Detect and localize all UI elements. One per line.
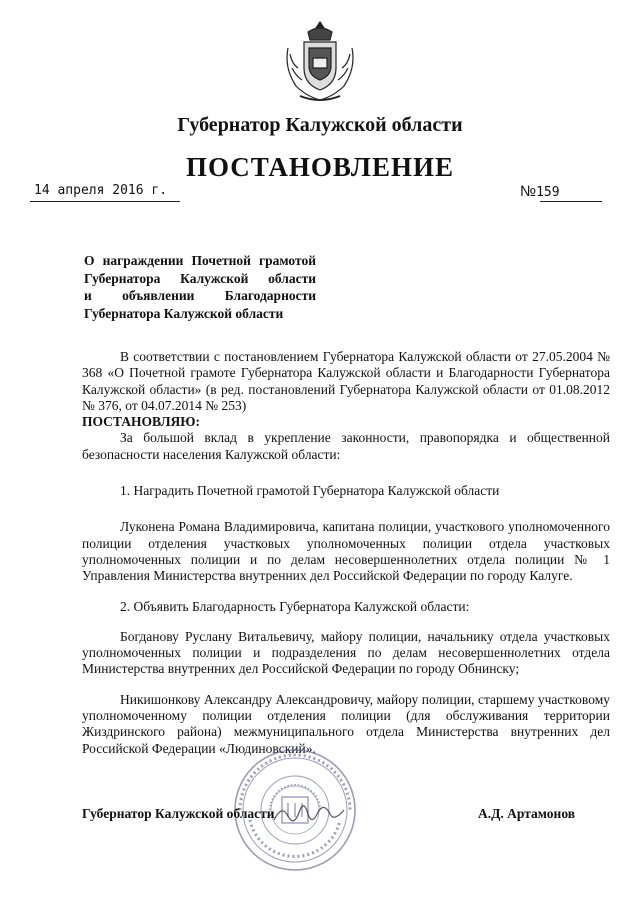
document-body [82, 349, 610, 757]
document-subject [84, 252, 316, 322]
number-prefix: № [520, 183, 537, 200]
number-value: 159 [536, 185, 560, 200]
subject-line: Губернатора Калужской области [84, 305, 284, 321]
preamble-paragraph: В соответствии с постановлением Губернатора Калужской области от 27.05.2004 № 368 «О Почетной грамоте Губернатора Калужской области и Благодарности Губернатора Калужской области» (в ред. постановлений Губернатора Калужской области от 01.08.2012 № 376, от 04.07.2014 № 253) [82, 349, 610, 413]
item2-person1-paragraph: Богданову Руслану Витальевичу, майору полиции, начальнику отдела участковых уполномоченных полиции и подразделения по делам несовершеннолетних отдела Министерства внутренних дел Российской Федерации по городу Обнинску; [82, 628, 610, 677]
governor-title: Губернатор Калужской области [177, 114, 463, 136]
item2-person2-paragraph: Никишонкову Александру Александровичу, майору полиции, старшему участковому уполномоченному полиции отделения полиции (для обслуживания территории Жиздринского района) межмуниципального отдела Министерства внутренних дел Российской Федерации «Людиновский». [82, 691, 610, 756]
item2-heading: 2. Объявить Благодарность Губернатора Калужской области: [120, 598, 470, 614]
document-date: 14 апреля 2016 г. [34, 183, 168, 198]
kaluga-coat-of-arms-icon [282, 18, 358, 104]
resolve-heading: ПОСТАНОВЛЯЮ: [82, 414, 200, 430]
signatory-position: Губернатор Калужской области [82, 806, 275, 821]
signatory-name: А.Д. Артамонов [478, 806, 576, 821]
number-underline [540, 201, 602, 202]
handwritten-signature-icon [270, 800, 350, 830]
document-number [520, 183, 560, 200]
subject-line: и объявлении Благодарности [84, 288, 316, 303]
item1-heading: 1. Наградить Почетной грамотой Губернатора Калужской области [120, 483, 500, 499]
document-type-title: ПОСТАНОВЛЕНИЕ [185, 152, 455, 182]
subject-line: Губернатора Калужской области [84, 270, 316, 286]
item1-person-paragraph: Луконена Романа Владимировича, капитана полиции, участкового уполномоченного полиции отделения участковых уполномоченных полиции отдела участковых уполномоченных полиции и по делам несовершеннолетних отдела полиции № 1 Управления Министерства внутренних дел Российской Федерации по городу Калуге. [82, 519, 610, 584]
subject-line: О награждении Почетной грамотой [84, 253, 316, 268]
reason-paragraph: За большой вклад в укрепление законности, правопорядка и общественной безопасности населения Калужской области: [82, 430, 610, 462]
date-underline [30, 201, 180, 202]
